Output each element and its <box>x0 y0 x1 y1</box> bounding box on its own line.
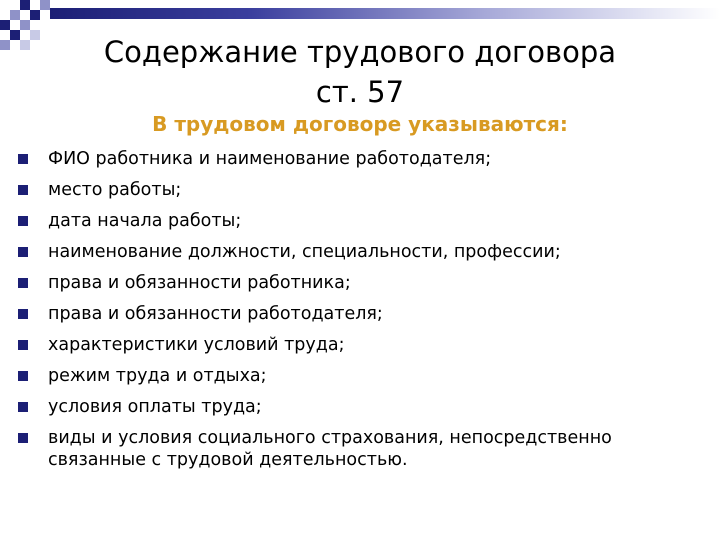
square-bullet-icon <box>18 278 28 288</box>
top-gradient-band <box>50 8 720 19</box>
deco-square <box>40 0 50 10</box>
slide-title-line-1: Содержание трудового договора <box>103 35 617 69</box>
square-bullet-icon <box>18 309 28 319</box>
square-bullet-icon <box>18 402 28 412</box>
slide-subtitle: В трудовом договоре указываются: <box>152 112 568 136</box>
deco-square <box>20 20 30 30</box>
square-bullet-icon <box>18 433 28 443</box>
list-item-text: режим труда и отдыха; <box>48 366 267 386</box>
list-item-text: права и обязанности работодателя; <box>48 304 383 324</box>
list-item <box>18 427 708 471</box>
list-item-text: условия оплаты труда; <box>48 397 262 417</box>
list-item <box>18 365 708 387</box>
square-bullet-icon <box>18 216 28 226</box>
deco-square <box>30 10 40 20</box>
deco-square <box>10 10 20 20</box>
list-item <box>18 148 708 170</box>
contract-items-list <box>18 148 708 480</box>
deco-square <box>20 0 30 10</box>
list-item <box>18 334 708 356</box>
square-bullet-icon <box>18 185 28 195</box>
deco-square <box>0 20 10 30</box>
slide-title-line-2: ст. 57 <box>315 75 405 109</box>
list-item-text: права и обязанности работника; <box>48 273 351 293</box>
square-bullet-icon <box>18 340 28 350</box>
list-item <box>18 303 708 325</box>
list-item-text: наименование должности, специальности, профессии; <box>48 242 561 262</box>
list-item <box>18 241 708 263</box>
list-item <box>18 210 708 232</box>
list-item-text: ФИО работника и наименование работодателя; <box>48 149 492 169</box>
list-item-text: место работы; <box>48 180 182 200</box>
square-bullet-icon <box>18 247 28 257</box>
list-item-text: характеристики условий труда; <box>48 335 345 355</box>
square-bullet-icon <box>18 371 28 381</box>
square-bullet-icon <box>18 154 28 164</box>
slide-title <box>0 32 720 112</box>
list-item <box>18 179 708 201</box>
list-item <box>18 396 708 418</box>
list-item <box>18 272 708 294</box>
list-item-text: дата начала работы; <box>48 211 242 231</box>
list-item-text: виды и условия социального страхования, непосредственно связанные с трудовой деятельностью. <box>48 428 612 470</box>
